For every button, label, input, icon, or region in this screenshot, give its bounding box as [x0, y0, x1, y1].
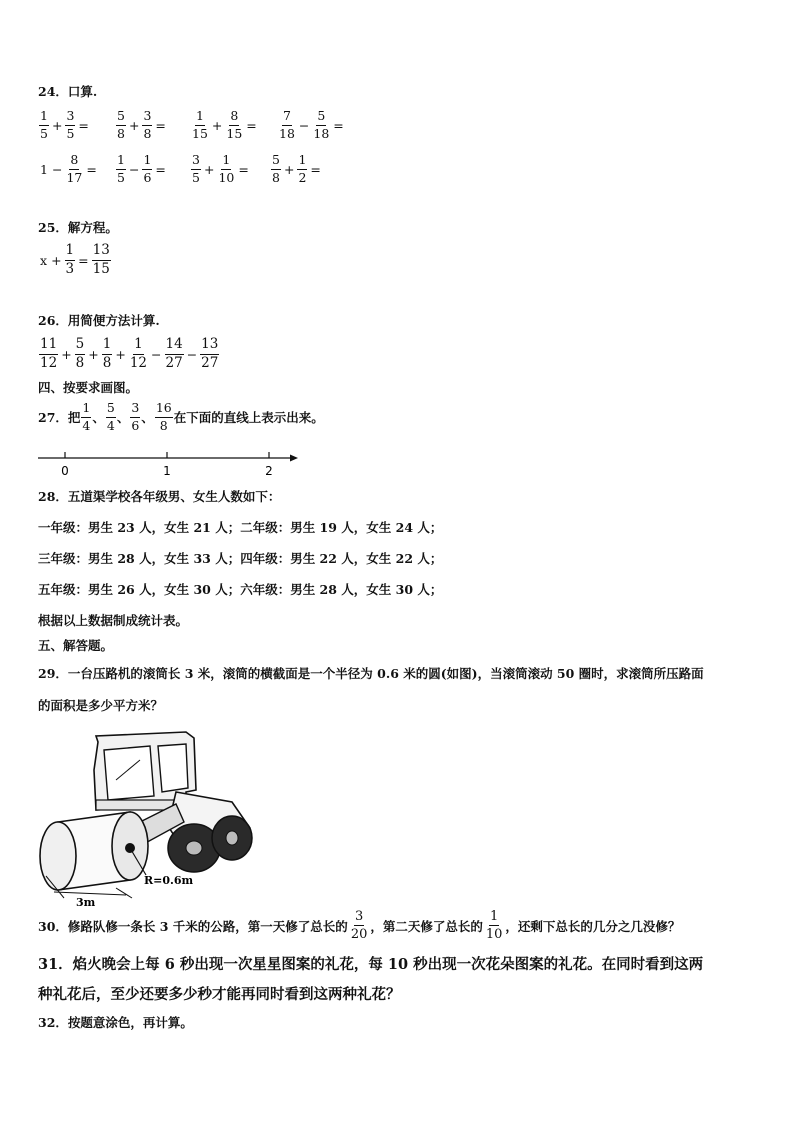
q24-r2-e0	[38, 154, 99, 184]
q24-r1-e1	[115, 110, 168, 140]
denominator: 8	[272, 169, 280, 185]
q27-suffix: 在下面的直线上表示出来。	[173, 410, 324, 425]
numerator: 1	[39, 110, 49, 126]
denominator: 6	[131, 417, 140, 433]
radius-label: R=0.6m	[144, 874, 194, 887]
q28-instruction: 根据以上数据制成统计表。	[38, 613, 189, 628]
numerator: 5	[106, 402, 116, 418]
q28-line-1: 一年级：男生 23 人，女生 21 人；二年级：男生 19 人，女生 24 人；	[38, 520, 443, 535]
numerator: 5	[271, 154, 281, 170]
q24-r2-e1	[115, 154, 168, 184]
math-symbol: x	[40, 252, 48, 268]
math-symbol: =	[246, 117, 257, 133]
q26-expression	[38, 338, 220, 370]
q27-fractions	[80, 402, 173, 432]
numerator: 13	[92, 244, 111, 261]
q27-statement	[38, 402, 324, 432]
numerator: 1	[102, 338, 113, 355]
length-label: 3m	[76, 896, 96, 906]
denominator: 27	[201, 354, 219, 371]
denominator: 6	[143, 169, 152, 185]
numerator: 3	[130, 402, 140, 418]
q26-title: 26．用简便方法计算.	[38, 313, 160, 328]
fraction	[191, 154, 201, 184]
fraction	[271, 154, 281, 184]
math-symbol: +	[51, 117, 63, 133]
road-roller-figure	[36, 730, 260, 906]
tick-label-2: 2	[265, 464, 273, 478]
math-symbol: =	[155, 117, 166, 133]
math-symbol: =	[155, 161, 166, 177]
math-symbol: +	[203, 161, 215, 177]
denominator: 2	[298, 169, 307, 185]
roller-drum-end	[40, 822, 76, 890]
math-symbol: =	[86, 161, 97, 177]
fraction	[65, 244, 76, 276]
q30-frac2	[485, 910, 504, 941]
denominator: 8	[102, 354, 112, 371]
denominator: 18	[313, 125, 330, 141]
denominator: 27	[165, 354, 183, 371]
q30-frac1-num: 3	[354, 909, 364, 924]
math-symbol: −	[186, 346, 198, 362]
q31-line-1: 31．焰火晚会上每 6 秒出现一次星星图案的礼花，每 10 秒出现一次花朵图案的礼花。在同时看到这两	[38, 956, 704, 973]
numerator: 1	[81, 402, 91, 418]
fraction	[278, 110, 296, 140]
q25-equation	[38, 244, 112, 276]
q30-part1: 30．修路队修一条长 3 千米的公路，第一天修了总长的	[38, 918, 348, 934]
tick-label-0: 0	[61, 464, 69, 478]
fraction	[312, 110, 330, 140]
numerator: 3	[191, 154, 201, 170]
numerator: 1	[221, 154, 231, 170]
q31-line-2: 种礼花后，至少还要多少秒才能再同时看到这两种礼花？	[38, 986, 401, 1003]
q24-title: 24．口算.	[38, 84, 98, 99]
numerator: 14	[165, 338, 184, 355]
fraction	[39, 110, 49, 140]
denominator: 10	[218, 169, 235, 185]
fraction	[65, 110, 75, 140]
denominator: 8	[143, 125, 152, 141]
separator: 、	[141, 410, 154, 425]
q32-title: 32．按题意涂色，再计算。	[38, 1015, 193, 1030]
q30-text	[38, 910, 680, 941]
section5-title: 五、解答题。	[38, 638, 114, 653]
q27-prefix: 27．把	[38, 410, 81, 425]
q30-frac2-num: 1	[490, 909, 499, 924]
denominator: 15	[192, 125, 208, 141]
fraction	[106, 402, 116, 432]
math-symbol: 1	[40, 161, 48, 177]
q30-part2: ，第二天修了总长的	[370, 918, 483, 934]
dim-right	[116, 888, 132, 898]
numerator: 1	[65, 244, 76, 261]
q28-title: 28．五道渠学校各年级男、女生人数如下：	[38, 489, 281, 504]
numerator: 8	[69, 154, 79, 170]
fraction	[81, 402, 91, 432]
denominator: 8	[117, 125, 125, 141]
numerator: 7	[282, 110, 292, 126]
numerator: 8	[229, 110, 239, 126]
fraction	[130, 402, 140, 432]
wheel-hub	[186, 841, 202, 855]
cab-windshield	[104, 746, 154, 800]
numerator: 1	[142, 154, 152, 170]
math-symbol: −	[128, 161, 140, 177]
q25-title: 25．解方程。	[38, 220, 118, 235]
numerator: 1	[297, 154, 307, 170]
denominator: 3	[65, 260, 75, 277]
fraction	[39, 338, 58, 370]
wheel-hub-right	[226, 831, 238, 845]
q24-r2-e3	[270, 154, 323, 184]
separator: 、	[92, 410, 105, 425]
denominator: 18	[279, 125, 295, 141]
fraction	[142, 110, 152, 140]
fraction	[116, 110, 126, 140]
fraction	[191, 110, 209, 140]
math-symbol: +	[283, 161, 295, 177]
numerator: 1	[195, 110, 205, 126]
q30-frac1	[350, 910, 369, 941]
q28-line-3: 五年级：男生 26 人，女生 30 人；六年级：男生 28 人，女生 30 人；	[38, 582, 443, 597]
numerator: 13	[200, 338, 219, 355]
numerator: 11	[39, 338, 58, 355]
denominator: 12	[129, 354, 148, 371]
math-symbol: +	[51, 252, 62, 268]
fraction	[65, 154, 83, 184]
denominator: 5	[40, 125, 48, 141]
math-symbol: =	[78, 117, 89, 133]
q30-frac2-den: 10	[485, 927, 503, 942]
q29-line-2: 的面积是多少平方米？	[38, 698, 164, 713]
numerator: 1	[116, 154, 126, 170]
numerator: 1	[133, 338, 144, 355]
denominator: 15	[226, 125, 243, 141]
math-symbol: −	[51, 161, 63, 177]
cab-side-window	[158, 744, 188, 792]
fraction	[297, 154, 307, 184]
numerator: 5	[75, 338, 86, 355]
q24-r1-e0	[38, 110, 91, 140]
math-symbol: +	[128, 117, 140, 133]
denominator: 8	[159, 417, 168, 433]
number-line-arrow	[290, 455, 298, 462]
q29-line-1: 29．一台压路机的滚筒长 3 米，滚筒的横截面是一个半径为 0.6 米的圆(如图)，当滚筒滚动 50 圈时，求滚筒所压路面	[38, 666, 704, 681]
fraction	[225, 110, 243, 140]
fraction	[200, 338, 219, 370]
numerator: 3	[65, 110, 75, 126]
denominator: 12	[40, 354, 58, 371]
fraction	[142, 154, 152, 184]
math-symbol: −	[298, 117, 310, 133]
fraction	[217, 154, 235, 184]
numerator: 3	[142, 110, 152, 126]
math-symbol: +	[211, 117, 223, 133]
denominator: 17	[66, 169, 83, 185]
fraction	[102, 338, 113, 370]
denominator: 4	[82, 417, 91, 433]
math-symbol: =	[78, 252, 89, 268]
denominator: 5	[117, 169, 125, 185]
q30-part3: ，还剩下总长的几分之几没修？	[505, 918, 681, 934]
q24-r1-e2	[190, 110, 259, 140]
numerator: 16	[155, 402, 173, 418]
fraction	[129, 338, 148, 370]
q24-r2-e2	[190, 154, 251, 184]
math-symbol: +	[115, 346, 126, 362]
math-symbol: =	[310, 161, 321, 177]
denominator: 15	[92, 260, 110, 277]
tick-label-1: 1	[163, 464, 171, 478]
fraction	[92, 244, 111, 276]
math-symbol: =	[238, 161, 249, 177]
q30-frac1-den: 20	[350, 927, 368, 942]
separator: 、	[116, 410, 130, 425]
number-line	[36, 449, 302, 479]
math-symbol: −	[151, 346, 162, 362]
fraction	[165, 338, 184, 370]
math-symbol: =	[333, 117, 344, 133]
denominator: 5	[66, 125, 75, 141]
dim-line	[54, 892, 126, 895]
denominator: 5	[192, 169, 200, 185]
denominator: 8	[75, 354, 85, 371]
fraction	[116, 154, 126, 184]
fraction	[75, 338, 86, 370]
math-symbol: +	[61, 346, 72, 362]
numerator: 5	[316, 110, 326, 126]
q28-line-2: 三年级：男生 28 人，女生 33 人；四年级：男生 22 人，女生 22 人；	[38, 551, 443, 566]
fraction	[155, 402, 173, 432]
numerator: 5	[116, 110, 126, 126]
q24-r1-e3	[277, 110, 346, 140]
section4-title: 四、按要求画图。	[38, 380, 139, 395]
math-symbol: +	[88, 346, 99, 362]
denominator: 4	[106, 417, 115, 433]
